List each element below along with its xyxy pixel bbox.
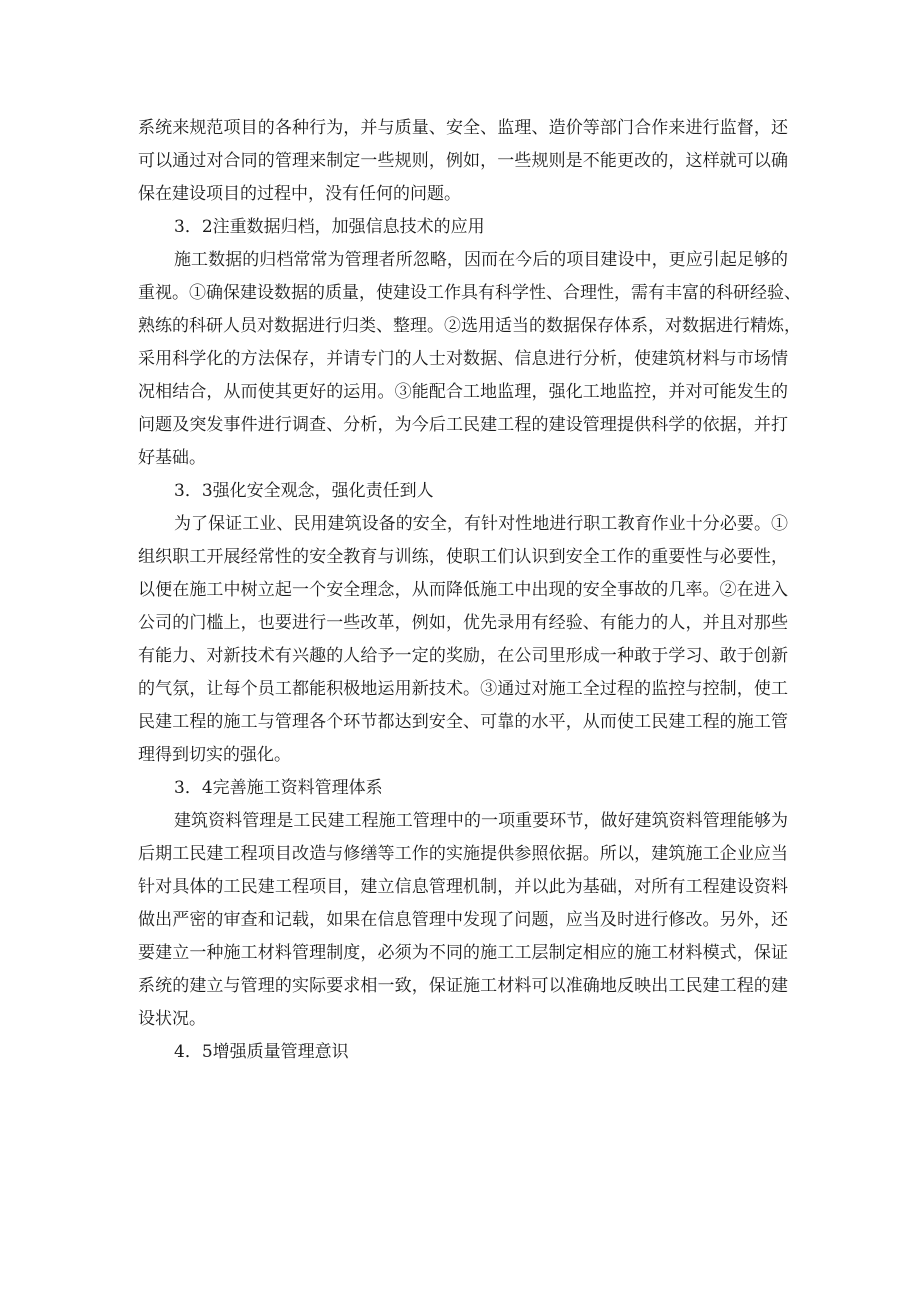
text-line: 可以通过对合同的管理来制定一些规则，例如，一些规则是不能更改的，这样就可以确: [138, 151, 788, 171]
text-line: 设状况。: [138, 1009, 206, 1029]
paragraph-records-management: [138, 805, 788, 1036]
text-line: 有能力、对新技术有兴趣的人给予一定的奖励，在公司里形成一种敢于学习、敢于创新: [138, 646, 788, 666]
paragraph-safety: [138, 508, 788, 772]
text-line: 做出严密的审查和记载，如果在信息管理中发现了问题，应当及时进行修改。另外，还: [138, 910, 788, 930]
text-line: 系统来规范项目的各种行为，并与质量、安全、监理、造价等部门合作来进行监督，还: [138, 118, 788, 138]
section-heading-3-2: 3．2注重数据归档，加强信息技术的应用: [174, 217, 485, 237]
text-line: 民建工程的施工与管理各个环节都达到安全、可靠的水平，从而使工民建工程的施工管: [138, 712, 788, 732]
text-line: 组织职工开展经常性的安全教育与训练，使职工们认识到安全工作的重要性与必要性，: [138, 547, 788, 567]
text-line: 采用科学化的方法保存，并请专门的人士对数据、信息进行分析，使建筑材料与市场情: [138, 349, 788, 369]
text-line: 系统的建立与管理的实际要求相一致，保证施工材料可以准确地反映出工民建工程的建: [138, 976, 788, 996]
section-heading-3-3: 3．3强化安全观念，强化责任到人: [174, 481, 434, 501]
text-line: 以便在施工中树立起一个安全理念，从而降低施工中出现的安全事故的几率。②在进入: [138, 580, 788, 600]
text-line: 好基础。: [138, 448, 206, 468]
text-line: 公司的门槛上，也要进行一些改革，例如，优先录用有经验、有能力的人，并且对那些: [138, 613, 788, 633]
section-heading-3-4: 3．4完善施工资料管理体系: [174, 778, 383, 798]
text-line: 施工数据的归档常常为管理者所忽略，因而在今后的项目建设中，更应引起足够的: [174, 250, 788, 270]
text-line: 况相结合，从而使其更好的运用。③能配合工地监理，强化工地监控，并对可能发生的: [138, 382, 788, 402]
section-heading-4-5: 4．5增强质量管理意识: [174, 1042, 349, 1062]
text-line: 针对具体的工民建工程项目，建立信息管理机制，并以此为基础，对所有工程建设资料: [138, 877, 788, 897]
text-line: 问题及突发事件进行调查、分析，为今后工民建工程的建设管理提供科学的依据，并打: [138, 415, 788, 435]
text-line: 熟练的科研人员对数据进行归类、整理。②选用适当的数据保存体系，对数据进行精炼，: [138, 316, 801, 336]
text-line: 后期工民建工程项目改造与修缮等工作的实施提供参照依据。所以，建筑施工企业应当: [138, 844, 788, 864]
document-page: [138, 112, 801, 1069]
text-line: 重视。①确保建设数据的质量，使建设工作具有科学性、合理性，需有丰富的科研经验、: [138, 283, 801, 303]
paragraph-continuation: [138, 112, 788, 211]
text-line: 为了保证工业、民用建筑设备的安全，有针对性地进行职工教育作业十分必要。①: [174, 514, 788, 534]
text-line: 理得到切实的强化。: [138, 745, 291, 765]
text-line: 保在建设项目的过程中，没有任何的问题。: [138, 184, 461, 204]
text-line: 建筑资料管理是工民建工程施工管理中的一项重要环节，做好建筑资料管理能够为: [174, 811, 788, 831]
text-line: 的气氛，让每个员工都能积极地运用新技术。③通过对施工全过程的监控与控制，使工: [138, 679, 788, 699]
text-line: 要建立一种施工材料管理制度，必须为不同的施工工层制定相应的施工材料模式，保证: [138, 943, 788, 963]
paragraph-data-archiving: [138, 244, 801, 475]
